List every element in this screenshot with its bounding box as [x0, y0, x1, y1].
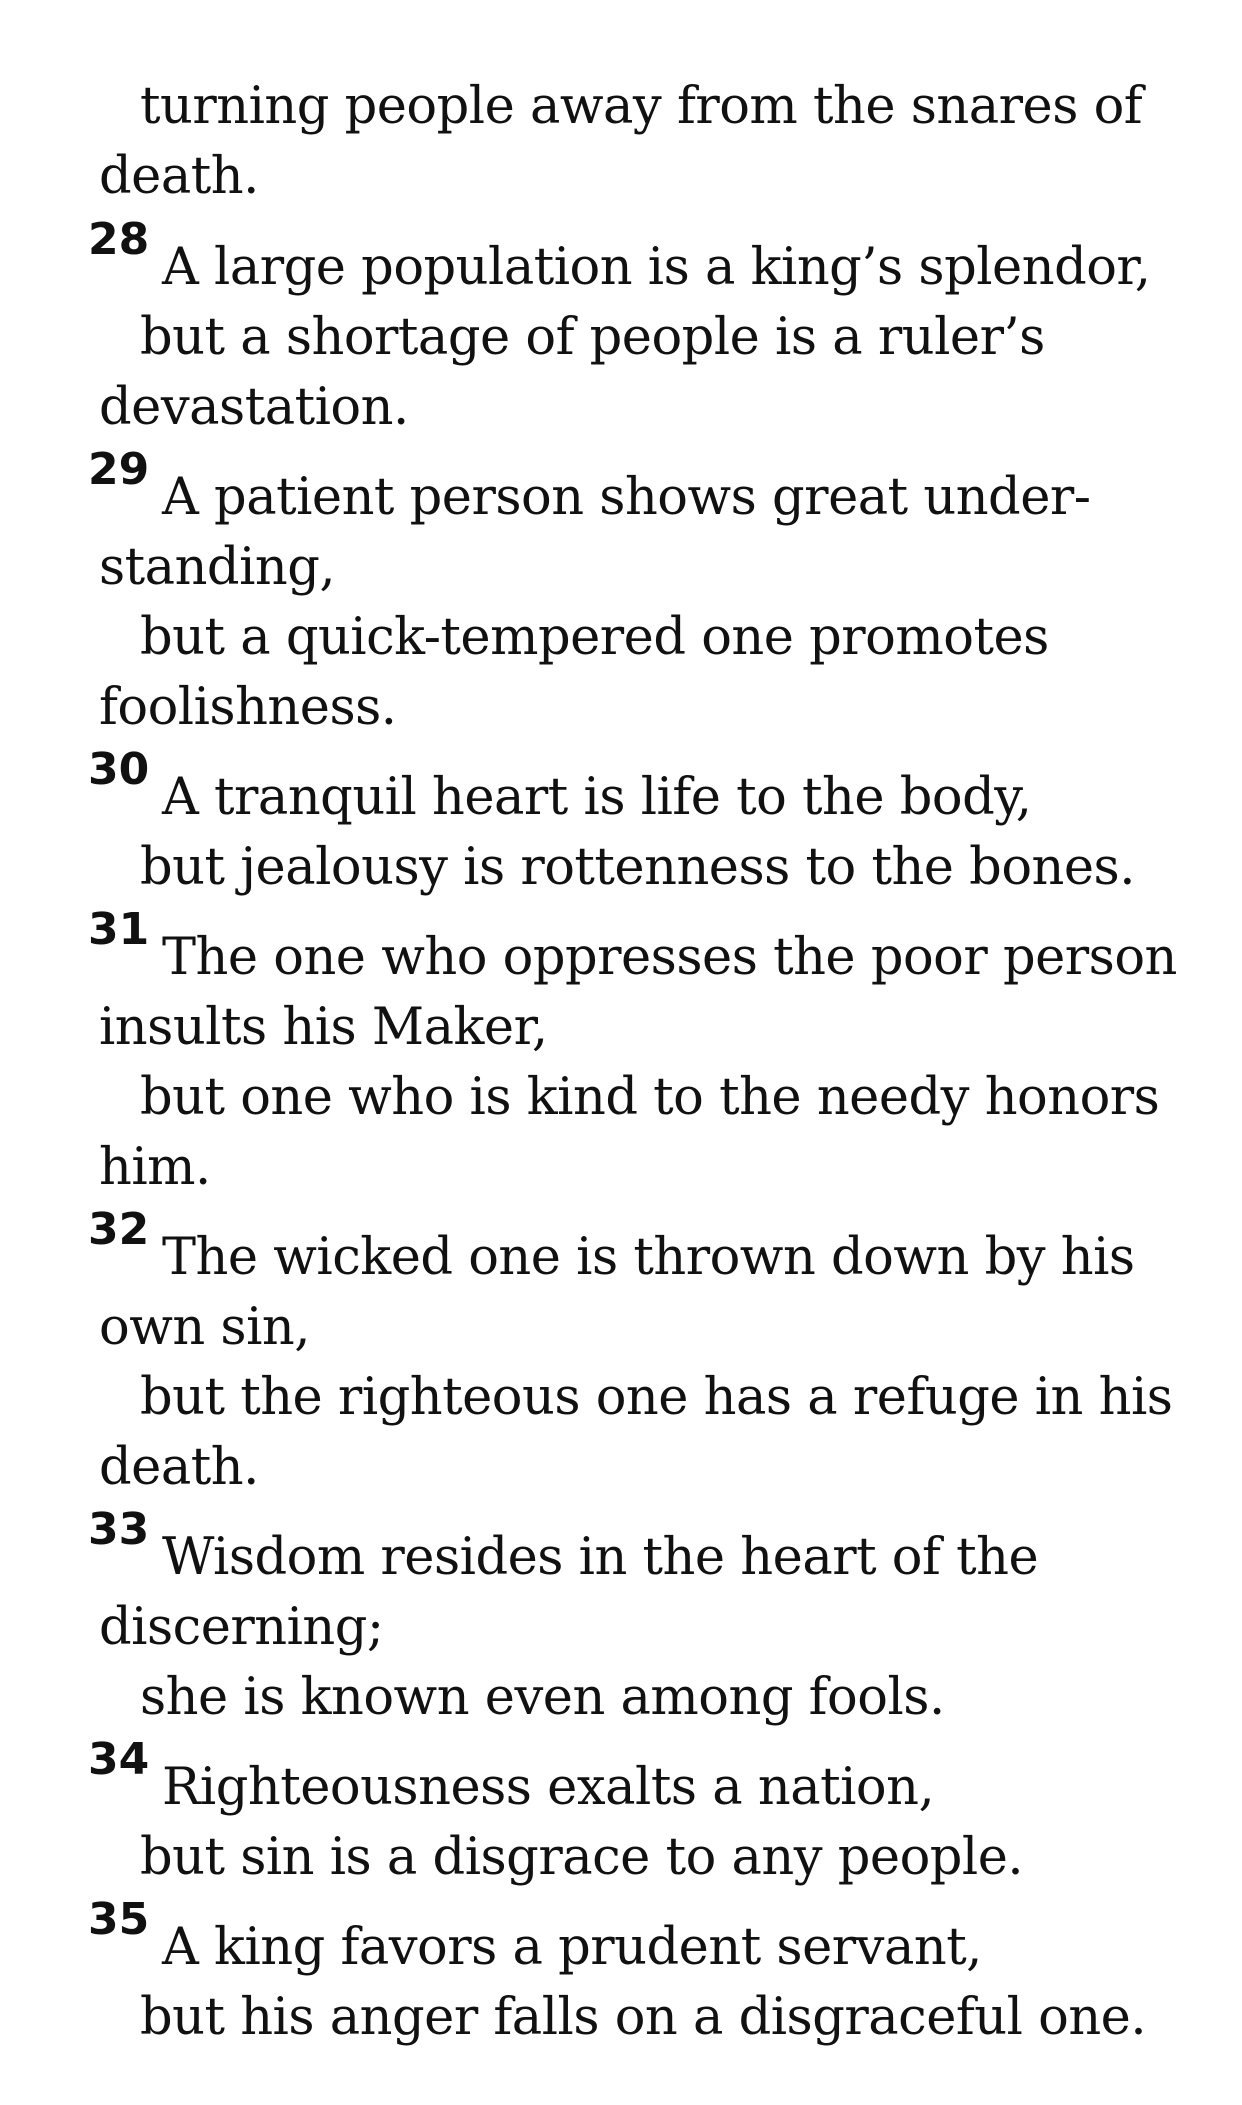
verse-line: turning people away from the snares of: [140, 77, 1143, 136]
verse-line: Wisdom resides in the heart of the: [162, 1528, 1039, 1587]
verse-line: A patient person shows great under-: [162, 468, 1091, 527]
verse-line: but jealousy is rottenness to the bones.: [140, 838, 1135, 897]
verse-line: discerning;: [99, 1598, 384, 1657]
verse-line: death.: [99, 147, 259, 206]
verse-line: but one who is kind to the needy honors: [140, 1068, 1160, 1127]
verse-number: 34: [88, 1734, 150, 1785]
verse-line: death.: [99, 1438, 259, 1497]
verse-line: The wicked one is thrown down by his: [162, 1228, 1135, 1287]
verse-line: insults his Maker,: [99, 998, 548, 1057]
verse-line: The one who oppresses the poor person: [162, 928, 1177, 987]
verse-line: him.: [99, 1138, 211, 1197]
verse-number: 35: [88, 1894, 150, 1945]
verse-number: 31: [88, 904, 150, 955]
verse-number: 30: [88, 744, 150, 795]
verse-line: devastation.: [99, 378, 409, 437]
verse-line: standing,: [99, 538, 336, 597]
verse-line: but the righteous one has a refuge in his: [140, 1368, 1173, 1427]
verse-line: but a quick-tempered one promotes: [140, 608, 1049, 667]
verse-line: but a shortage of people is a ruler’s: [140, 308, 1045, 367]
verse-number: 33: [88, 1504, 150, 1555]
verse-line: own sin,: [99, 1298, 310, 1357]
verse-line: A king favors a prudent servant,: [162, 1918, 982, 1977]
verse-number: 32: [88, 1204, 150, 1255]
verse-number: 28: [88, 214, 150, 265]
verse-line: A large population is a king’s splendor,: [162, 238, 1151, 297]
verse-number: 29: [88, 444, 150, 495]
verse-line: but his anger falls on a disgraceful one.: [140, 1988, 1147, 2047]
verse-line: she is known even among fools.: [140, 1668, 945, 1727]
verse-line: Righteousness exalts a nation,: [162, 1758, 935, 1817]
verse-line: A tranquil heart is life to the body,: [162, 768, 1032, 827]
verse-line: foolishness.: [99, 678, 397, 737]
verse-line: but sin is a disgrace to any people.: [140, 1828, 1024, 1887]
